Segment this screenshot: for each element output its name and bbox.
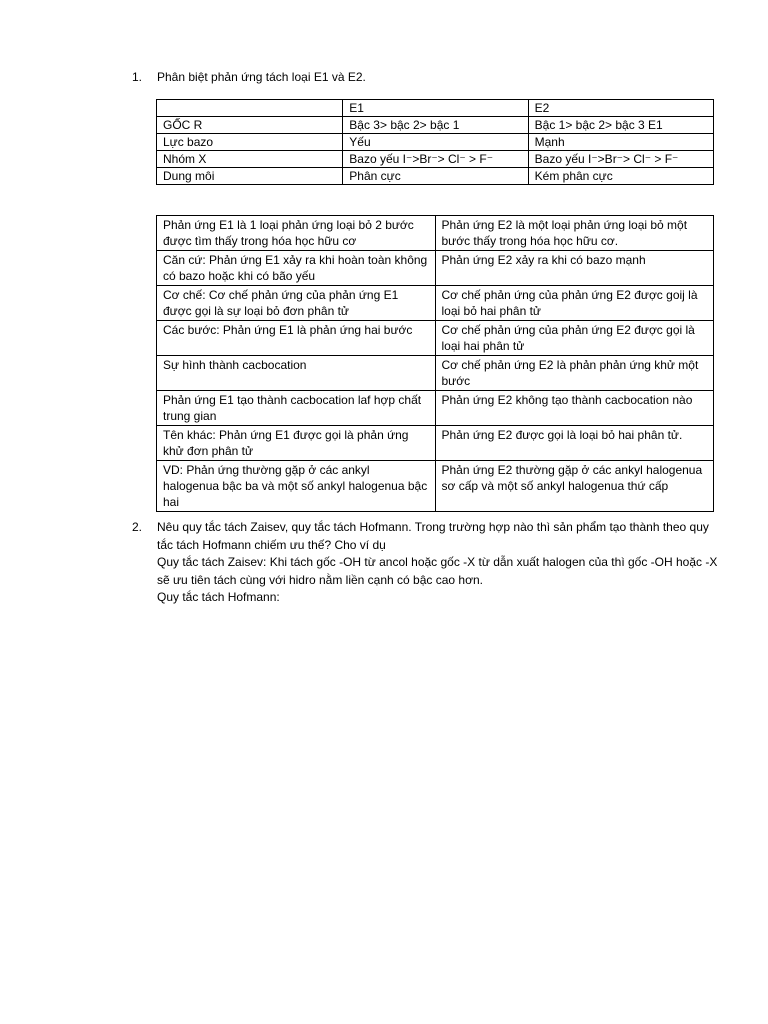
table-cell: Lực bazo — [157, 134, 343, 151]
e1-cell: VD: Phản ứng thường gặp ở các ankyl halogenua bậc ba và một số ankyl halogenua bậc hai — [157, 461, 436, 512]
hofmann-rule: Quy tắc tách Hofmann: — [157, 590, 280, 604]
section-2 — [132, 519, 722, 607]
section-2-number: 2. — [132, 520, 143, 534]
e2-cell: Cơ chế phản ứng của phản ứng E2 được goij là loại bỏ hai phân tử — [435, 286, 714, 321]
table-cell: E2 — [528, 100, 713, 117]
e2-cell: Cơ chế phản ứng của phản ứng E2 được gọi là loại hai phân tử — [435, 321, 714, 356]
e2-cell: Phản ứng E2 là một loại phản ứng loại bỏ một bước thấy trong hóa học hữu cơ. — [435, 216, 714, 251]
table-row — [157, 134, 714, 151]
zaisev-rule: Quy tắc tách Zaisev: Khi tách gốc -OH từ ancol hoặc gốc -X từ dẫn xuất halogen của thì gốc -OH hoặc -X sẽ ưu tiên tách cùng với hidro nằm liền cạnh có bậc cao hơn. — [157, 555, 718, 587]
table-row — [157, 321, 714, 356]
e1-cell: Tên khác: Phản ứng E1 được gọi là phản ứng khử đơn phân tử — [157, 426, 436, 461]
table-cell: E1 — [343, 100, 528, 117]
table-cell — [157, 100, 343, 117]
table-cell: Yếu — [343, 134, 528, 151]
table-row — [157, 216, 714, 251]
e1-cell: Phản ứng E1 tạo thành cacbocation laf hợp chất trung gian — [157, 391, 436, 426]
table-row — [157, 251, 714, 286]
section-1 — [132, 69, 722, 85]
table-cell: Bậc 3> bậc 2> bậc 1 — [343, 117, 528, 134]
table-cell: Mạnh — [528, 134, 713, 151]
section-2-question: Nêu quy tắc tách Zaisev, quy tắc tách Hofmann. Trong trường hợp nào thì sản phẩm tạo thành theo quy tắc tách Hofmann chiếm ưu thế? Cho ví dụ — [157, 520, 709, 552]
table-row — [157, 286, 714, 321]
e1-cell: Sự hình thành cacbocation — [157, 356, 436, 391]
table-header-row — [157, 100, 714, 117]
table-row — [157, 117, 714, 134]
table-row — [157, 151, 714, 168]
e1-cell: Căn cứ: Phản ứng E1 xảy ra khi hoàn toàn không có bazo hoặc khi có bão yếu — [157, 251, 436, 286]
e1-cell: Các bước: Phản ứng E1 là phản ứng hai bước — [157, 321, 436, 356]
e2-cell: Phản ứng E2 xảy ra khi có bazo mạnh — [435, 251, 714, 286]
table-row — [157, 461, 714, 512]
table-row — [157, 426, 714, 461]
table-cell: GỐC R — [157, 117, 343, 134]
e1-cell: Cơ chế: Cơ chế phản ứng của phản ứng E1 được gọi là sự loại bỏ đơn phân tử — [157, 286, 436, 321]
table-cell: Kém phân cực — [528, 168, 713, 185]
table-row — [157, 391, 714, 426]
section-1-title: Phân biệt phản ứng tách loại E1 và E2. — [157, 70, 366, 84]
table-cell: Bazo yếu I⁻>Br⁻> Cl⁻ > F⁻ — [343, 151, 528, 168]
e2-cell: Cơ chế phản ứng E2 là phản phản ứng khử một bước — [435, 356, 714, 391]
e2-cell: Phản ứng E2 không tạo thành cacbocation nào — [435, 391, 714, 426]
e1-cell: Phản ứng E1 là 1 loại phản ứng loại bỏ 2 bước được tìm thấy trong hóa học hữu cơ — [157, 216, 436, 251]
table-row — [157, 168, 714, 185]
table-cell: Nhóm X — [157, 151, 343, 168]
e2-cell: Phản ứng E2 được gọi là loại bỏ hai phân tử. — [435, 426, 714, 461]
table-cell: Phân cực — [343, 168, 528, 185]
table-row — [157, 356, 714, 391]
table-cell: Bazo yếu I⁻>Br⁻> Cl⁻ > F⁻ — [528, 151, 713, 168]
table-cell: Bậc 1> bậc 2> bậc 3 E1 — [528, 117, 713, 134]
details-table — [156, 215, 714, 512]
comparison-table — [156, 99, 714, 185]
e2-cell: Phản ứng E2 thường gặp ở các ankyl halogenua sơ cấp và một số ankyl halogenua thứ cấp — [435, 461, 714, 512]
section-1-number: 1. — [132, 70, 143, 84]
table-cell: Dung môi — [157, 168, 343, 185]
